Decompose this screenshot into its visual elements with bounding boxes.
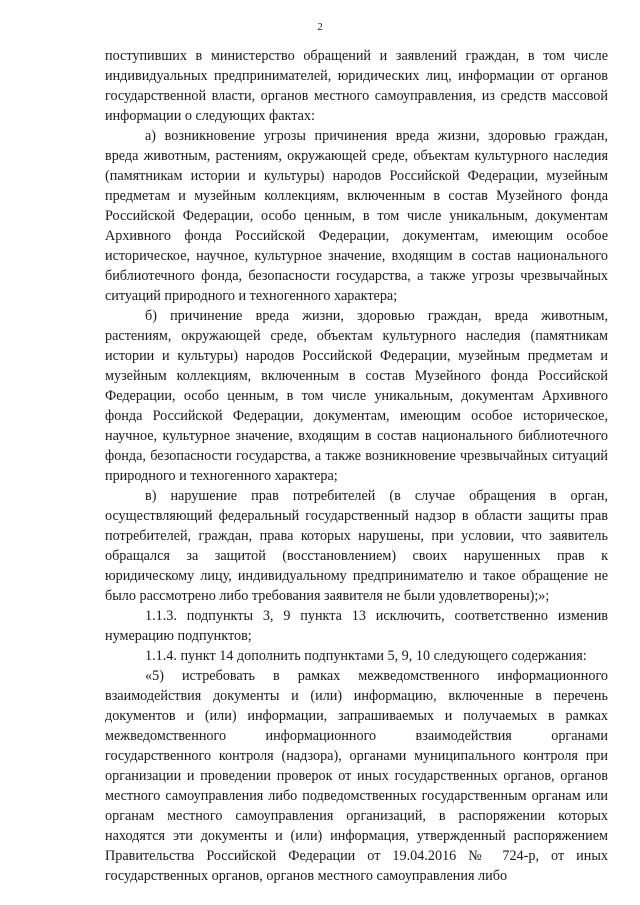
paragraph-item-b: б) причинение вреда жизни, здоровью граждан, вреда животным, растениям, окружающей среде, объектам культурного наследия (памятникам истории и культуры) народов Российской Федерации, музейным предметам и музейным коллекциям, включенным в состав Музейного фонда Российской Федерации, особо ценным, в том числе уникальным, документам Архивного фонда Российской Федерации, документам, имеющим особое историческое, научное, культурное значение, входящим в состав национального библиотечного фонда, безопасности государства, а также возникновение чрезвычайных ситуаций природного и техногенного характера; <box>105 308 608 484</box>
paragraph-1-1-4: 1.1.4. пункт 14 дополнить подпунктами 5, 9, 10 следующего содержания: <box>145 648 587 664</box>
paragraph-intro: поступивших в министерство обращений и заявлений граждан, в том числе индивидуальных предпринимателей, юридических лиц, информации от органов государственной власти, органов местного самоуправления, из средств массовой информации о следующих фактах: <box>105 48 608 124</box>
paragraph-item-a: а) возникновение угрозы причинения вреда жизни, здоровью граждан, вреда животным, растениям, окружающей среде, объектам культурного наследия (памятникам истории и культуры) народов Российской Федерации, музейным предметам и музейным коллекциям, включенным в состав Музейного фонда Российской Федерации, особо ценным, в том числе уникальным, документам Архивного фонда Российской Федерации, документам, имеющим особое историческое, научное, культурное значение, входящим в состав национального библиотечного фонда, безопасности государства, а также угрозы чрезвычайных ситуаций природного и техногенного характера; <box>105 128 608 304</box>
paragraph-1-1-3: 1.1.3. подпункты 3, 9 пункта 13 исключить, соответственно изменив нумерацию подпунктов; <box>105 608 608 644</box>
document-body <box>105 46 608 886</box>
page-number: 2 <box>317 21 323 33</box>
paragraph-subitem-5: «5) истребовать в рамках межведомственного информационного взаимодействия документы и (или) информацию, включенные в перечень документов и (или) информации, запрашиваемых и получаемых в рамках межведомственного информационного взаимодействия органами государственного контроля (надзора), органами муниципального контроля при организации и проведении проверок от иных государственных органов, органов местного самоуправления либо подведомственных государственным органам или органам местного самоуправления организаций, в распоряжении которых находятся эти документы и (или) информация, утвержденный распоряжением Правительства Российской Федерации от 19.04.2016 № 724-р, от иных государственных органов, органов местного самоуправления либо <box>105 668 608 884</box>
paragraph-item-v: в) нарушение прав потребителей (в случае обращения в орган, осуществляющий федеральный государственный надзор в области защиты прав потребителей, граждан, права которых нарушены, при условии, что заявитель обращался за защитой (восстановлением) своих нарушенных прав к юридическому лицу, индивидуальному предпринимателю и такое обращение не было рассмотрено либо требования заявителя не были удовлетворены);»; <box>105 488 608 604</box>
